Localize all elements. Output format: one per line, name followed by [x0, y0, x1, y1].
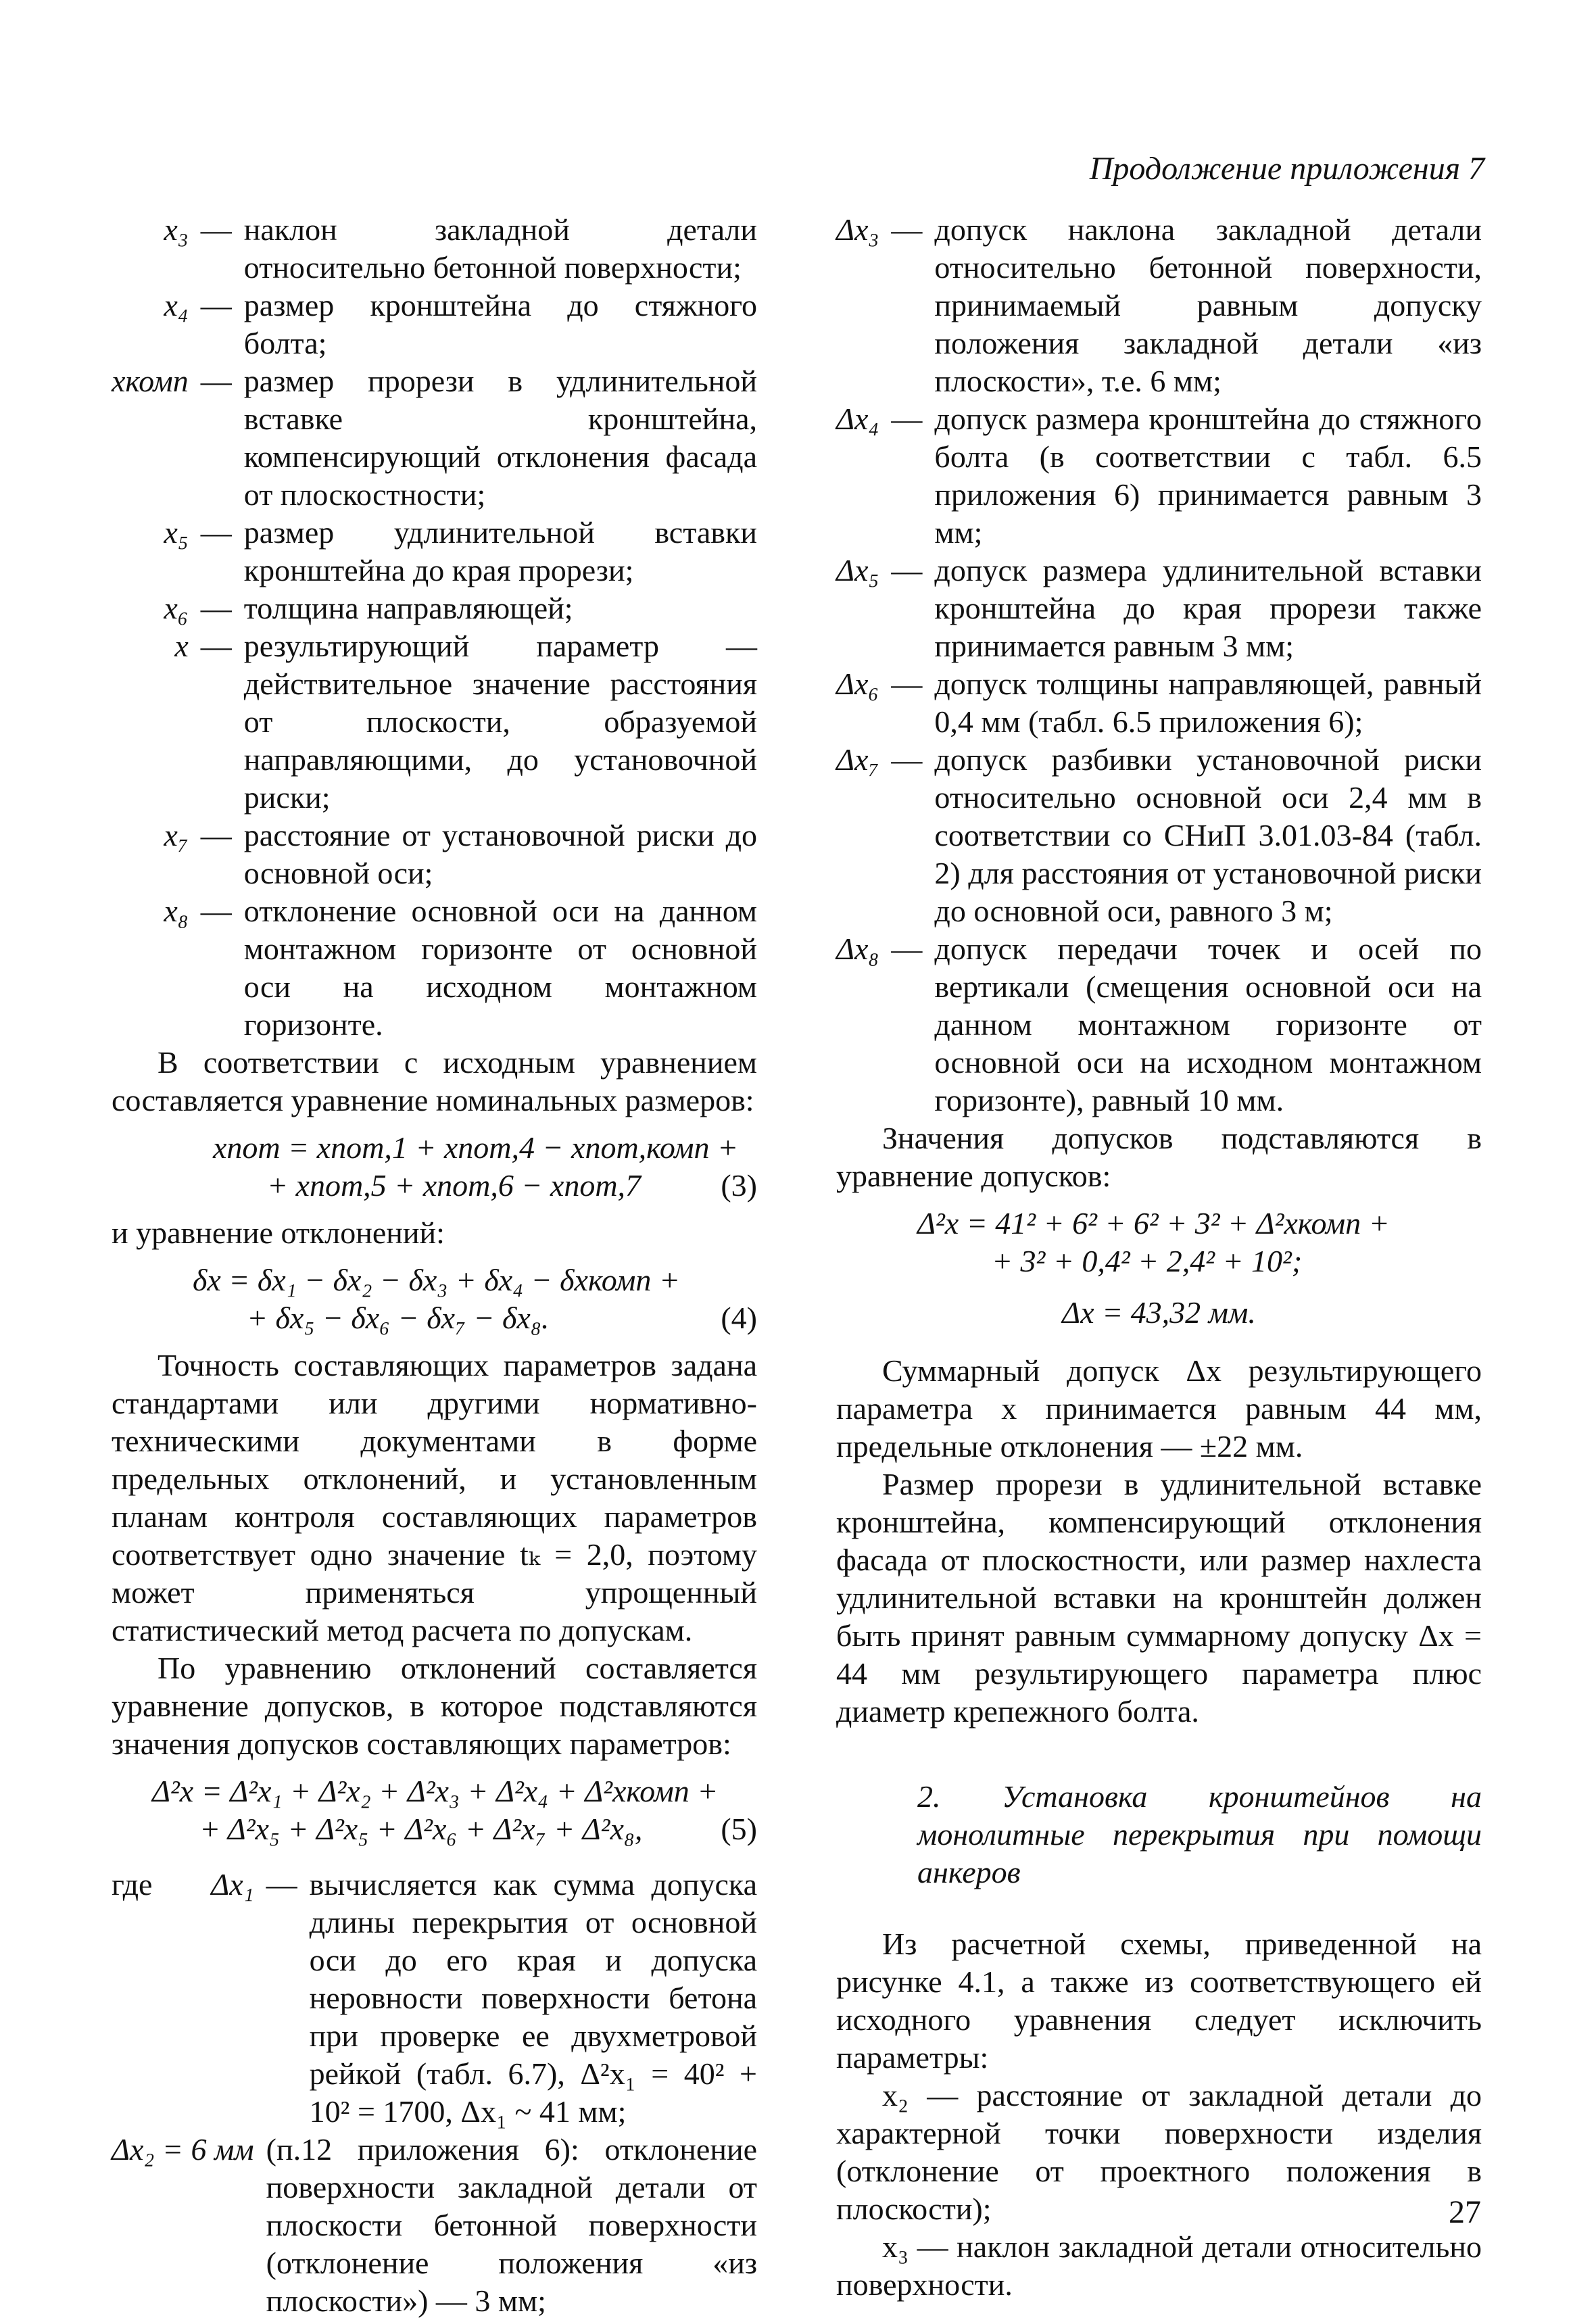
- def-symbol: x: [174, 629, 189, 663]
- def-symbol: x₇: [164, 818, 189, 852]
- def-text: допуск разбивки установочной риски относительно основной оси 2,4 мм в соответствии со СНиП 3.01.03-84 (табл. 2) для расстояния от установочной риски до основной оси, равного 3 м;: [934, 742, 1482, 928]
- paragraph: и уравнение отклонений:: [112, 1215, 445, 1250]
- def-text: допуск наклона закладной детали относительно бетонной поверхности, принимаемый равным допуску положения закладной детали «из плоскости», т.е. 6 мм;: [934, 212, 1482, 398]
- def-text: результирующий параметр — действительное значение расстояния от плоскости, образуемой направляющими, до установочной риски;: [243, 629, 757, 815]
- def-symbol: Δx₅: [836, 553, 879, 587]
- paragraph: x₃ — наклон закладной детали относительно поверхности.: [836, 2229, 1482, 2302]
- def-text: допуск передачи точек и осей по вертикали (смещения основной оси на данном монтажном горизонте от основной оси на исходном монтажном горизонте), равный 10 мм.: [934, 932, 1482, 1117]
- def-symbol: x₄: [164, 288, 189, 322]
- equation-number: (4): [721, 1301, 757, 1335]
- def-text: допуск размера удлинительной вставки кронштейна до края прорези также принимается равным 3 мм;: [934, 553, 1482, 663]
- equation-5: Δ²x = Δ²x₁ + Δ²x₂ + Δ²x₃ + Δ²x₄ + Δ²xкомп + + Δ²x₅ + Δ²x₅ + Δ²x₆ + Δ²x₇ + Δ²x₈, (5): [112, 1772, 757, 1848]
- equation-number: (3): [721, 1168, 757, 1203]
- def-symbol: Δx₃: [836, 212, 879, 247]
- def-text: вычисляется как сумма допуска длины перекрытия от основной оси до его края и допуска неровности поверхности бетона при проверке ее двухметровой рейкой (табл. 6.7), Δ²x₁ = 40² + 10² = 1700, Δx₁ ~ 41 мм;: [309, 1867, 757, 2129]
- def-symbol: x₈: [164, 894, 189, 928]
- paragraph: В соответствии с исходным уравнением составляется уравнение номинальных размеров:: [112, 1045, 757, 1117]
- paragraph: Из расчетной схемы, приведенной на рисунке 4.1, а также из соответствующего ей исходного уравнения следует исключить параметры:: [836, 1927, 1482, 2075]
- def-text: допуск толщины направляющей, равный 0,4 мм (табл. 6.5 приложения 6);: [934, 667, 1482, 739]
- def-text: толщина направляющей;: [243, 591, 573, 625]
- def-text: отклонение основной оси на данном монтажном горизонте от основной оси на исходном монтажном горизонте.: [243, 894, 757, 1042]
- equation-tolerance: Δ²x = 41² + 6² + 6² + 3² + Δ²xкомп + + 3² + 0,4² + 2,4² + 10²;: [917, 1206, 1390, 1278]
- where-list: где Δx₁ — вычисляется как сумма допуска длины перекрытия от основной оси до его края и допуска неровности поверхности бетона при проверке ее двухметровой рейкой (табл. 6.7), Δ²x₁ = 40² + 10² = 1700, Δx₁ ~ 41 мм; Δx₂ = 6 мм (п.12 приложения 6): отклонение поверхности закладной детали от плоскости бетонной поверхности (отклонение положения «из плоскости») — 3 мм;: [112, 1866, 757, 2320]
- running-header: Продолжение приложения 7: [1089, 151, 1484, 187]
- def-symbol: x₆: [164, 591, 189, 625]
- where-label: где: [112, 1867, 153, 1902]
- def-text: размер прорези в удлинительной вставке кронштейна, компенсирующий отклонения фасада от плоскостности;: [243, 364, 757, 512]
- page-number: 27: [1449, 2194, 1481, 2230]
- def-symbol: x₅: [164, 515, 189, 550]
- def-text: размер кронштейна до стяжного болта;: [243, 288, 757, 360]
- paragraph: Суммарный допуск Δx результирующего параметра x принимается равным 44 мм, предельные отклонения — ±22 мм.: [836, 1353, 1482, 1464]
- def-symbol: Δx₄: [836, 402, 879, 436]
- def-text: (п.12 приложения 6): отклонение поверхности закладной детали от плоскости бетонной поверхности (отклонение положения «из плоскости») — 3 мм;: [266, 2132, 757, 2318]
- tolerance-list: Δx₃ — допуск наклона закладной детали относительно бетонной поверхности, принимаемый равным допуску положения закладной детали «из плоскости», т.е. 6 мм; Δx₄ — допуск размера кронштейна до стяжного болта (в соответствии с табл. 6.5 приложения 6) принимается равным 3 мм; Δx₅ — допуск размера удлинительной вставки кронштейна до края прорези также принимается равным 3 мм; Δx₆ — допуск толщины направляющей, равный 0,4 мм (табл. 6.5 приложения 6); Δx₇ — допуск разбивки установочной риски относительно основной оси 2,4 мм в соответствии со СНиП 3.01.03-84 (табл. 2) для расстояния от установочной риски до основной оси, равного 3 м; Δx₈ — допуск передачи точек и осей по вертикали (смещения основной оси на данном монтажном горизонте от основной оси на исходном монтажном горизонте), равный 10 мм.: [836, 211, 1482, 1119]
- def-text: наклон закладной детали относительно бетонной поверхности;: [243, 212, 757, 285]
- def-text: расстояние от установочной риски до основной оси;: [243, 818, 757, 890]
- def-symbol: xкомп: [112, 364, 189, 398]
- def-text: размер удлинительной вставки кронштейна до края прорези;: [243, 515, 757, 587]
- def-symbol: Δx₁: [211, 1867, 254, 1902]
- paragraph: Значения допусков подставляются в уравнение допусков:: [836, 1121, 1482, 1193]
- definition-list: x₃ — наклон закладной детали относительно бетонной поверхности; x₄ — размер кронштейна до стяжного болта; xкомп — размер прорези в удлинительной вставке кронштейна, компенсирующий отклонения фасада от плоскостности; x₅ — размер удлинительной вставки кронштейна до края прорези; x₆ — толщина направляющей; x — результирующий параметр — действительное значение расстояния от плоскости, образуемой направляющими, до установочной риски; x₇ — расстояние от установочной риски до основной оси; x₈ — отклонение основной оси на данном монтажном горизонте от основной оси на исходном монтажном горизонте.: [112, 211, 757, 1044]
- left-column: [112, 211, 757, 2320]
- equation-result: Δx = 43,32 мм.: [1062, 1295, 1256, 1330]
- paragraph: x₂ — расстояние от закладной детали до характерной точки поверхности изделия (отклонение от проектного положения в плоскости);: [836, 2078, 1482, 2226]
- def-text: допуск размера кронштейна до стяжного болта (в соответствии с табл. 6.5 приложения 6) принимается равным 3 мм;: [934, 402, 1482, 550]
- def-symbol: Δx₂ = 6 мм: [112, 2132, 254, 2167]
- def-symbol: x₃: [164, 212, 189, 247]
- equation-number: (5): [721, 1812, 757, 1846]
- paragraph: Размер прорези в удлинительной вставке кронштейна, компенсирующий отклонения фасада от плоскостности, или размер нахлеста удлинительной вставки на кронштейн должен быть принят равным суммарному допуску Δx = 44 мм результирующего параметра плюс диаметр крепежного болта.: [836, 1467, 1482, 1729]
- section-heading: 2. Установка кронштейнов на монолитные перекрытия при помощи анкеров: [917, 1779, 1482, 1889]
- def-symbol: Δx₆: [836, 667, 879, 701]
- paragraph: Точность составляющих параметров задана стандартами или другими нормативно-техническими документами в форме предельных отклонений, и установленным планам контроля составляющих параметров соответствует одно значение tₖ = 2,0, поэтому может применяться упрощенный статистический метод расчета по допускам.: [112, 1348, 757, 1647]
- def-symbol: Δx₇: [836, 742, 879, 777]
- def-symbol: Δx₈: [836, 932, 879, 966]
- equation-3: xnom = xnom,1 + xnom,4 − xnom,комп + + xnom,5 + xnom,6 − xnom,7 (3): [112, 1129, 757, 1205]
- equation-4: δx = δx₁ − δx₂ − δx₃ + δx₄ − δxкомп + + δx₅ − δx₆ − δx₇ − δx₈. (4): [112, 1261, 757, 1337]
- paragraph: По уравнению отклонений составляется уравнение допусков, в которое подставляются значения допусков составляющих параметров:: [112, 1651, 757, 1761]
- right-column: [836, 211, 1482, 2304]
